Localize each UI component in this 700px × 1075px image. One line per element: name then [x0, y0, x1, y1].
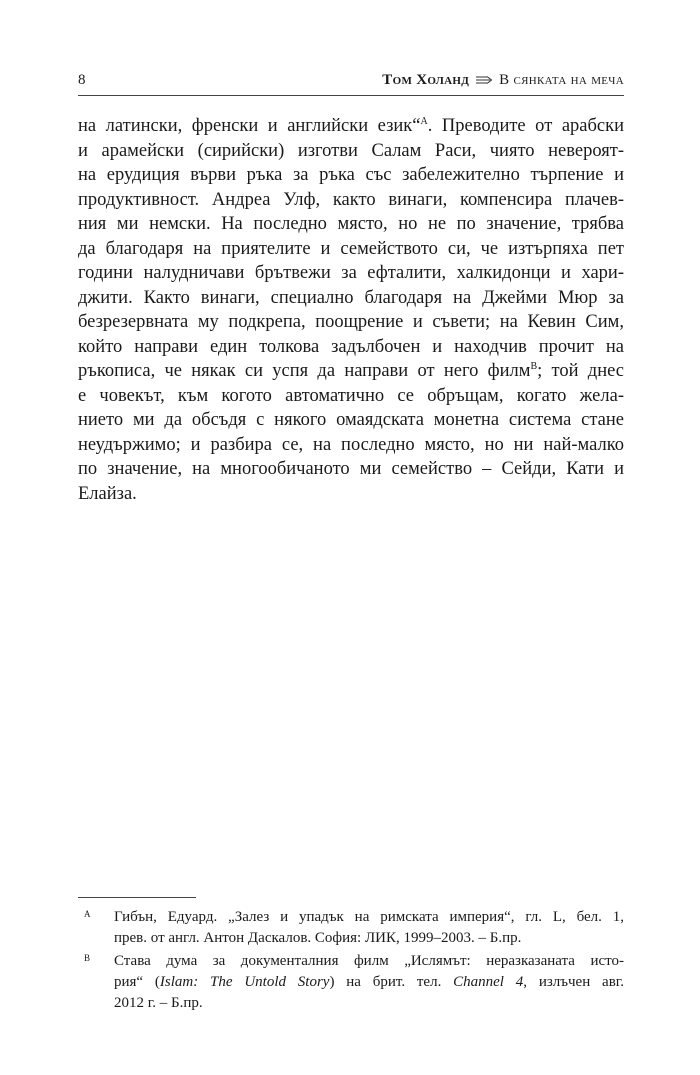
author-name: Том Холанд [382, 72, 470, 88]
running-header [78, 70, 624, 92]
footnote-a [78, 907, 624, 949]
body-line: който направи един толкова задълбочен и находчив прочит на [78, 336, 624, 357]
footnote-ref-a: A [420, 116, 428, 127]
body-line: е човекът, към когото автоматично се обръщам, когато жела- [78, 385, 624, 406]
footnote-line: Гибън, Едуард. „Залез и упадък на римската империя“, гл. L, бел. 1, [114, 909, 624, 925]
body-line: безрезервната му подкрепа, поощрение и съвети; на Кевин Сим, [78, 312, 624, 332]
footnotes [78, 907, 624, 1014]
book-title: В сянката на меча [499, 72, 624, 88]
footnote-line: рия“ (Islam: The Untold Story) на брит. тел. Channel 4, излъчен авг. [114, 974, 624, 990]
body-line: на ерудиция върви ръка за ръка със забележително търпение и [78, 165, 624, 185]
film-title: Islam: The Untold Story [159, 974, 330, 990]
body-line: години налудничави брътвежи за ефталити, халкидонци и хари- [78, 263, 624, 283]
footnote-ref-b: B [530, 361, 538, 372]
body-line: Елайза. [78, 483, 137, 504]
body-line: ръкописа, че някак си успя да направи от него филм$^B$; той днес [78, 361, 624, 381]
footnote-line: Става дума за документалния филм „Ислямът: неразказаната исто- [114, 953, 624, 969]
running-head [382, 70, 624, 90]
body-line: на латински, френски и английски език“$^A$. Преводите от арабски [78, 116, 624, 136]
body-line: продуктивност. Андреа Улф, както винаги, компенсира плачев- [78, 189, 624, 210]
body-line: по значение, на многообичаното ми семейство – Сейди, Кати и [78, 459, 624, 479]
footnote-mark: A [84, 909, 91, 919]
channel-name: Channel 4 [453, 974, 524, 990]
body-line: джити. Както винаги, специално благодаря на Джейми Мюр за [78, 287, 624, 308]
body-line: неудържимо; и разбира се, на последно място, но ни най-малко [78, 434, 624, 455]
footnote-line: прев. от англ. Антон Даскалов. София: ЛИК, 1999–2003. – Б.пр. [114, 930, 522, 946]
footnote-line: 2012 г. – Б.пр. [114, 995, 203, 1011]
arrow-ornament-icon [475, 75, 493, 85]
body-line: и арамейски (сирийски) изготви Салам Раси, чиято невероят- [78, 140, 624, 161]
body-line: да благодаря на приятелите и семейството си, че изтърпяха пет [78, 238, 624, 259]
body-line: нието ми да обсъдя с някого омаядската монетна система стане [78, 410, 624, 430]
footnote-b [78, 951, 624, 1014]
footnote-mark: B [84, 953, 91, 963]
footnote-rule [78, 897, 196, 898]
page-number: 8 [78, 72, 86, 88]
body-line: ния ми немски. На последно място, но не по значение, трябва [78, 214, 624, 234]
body-text [78, 114, 624, 506]
header-rule [78, 95, 624, 96]
